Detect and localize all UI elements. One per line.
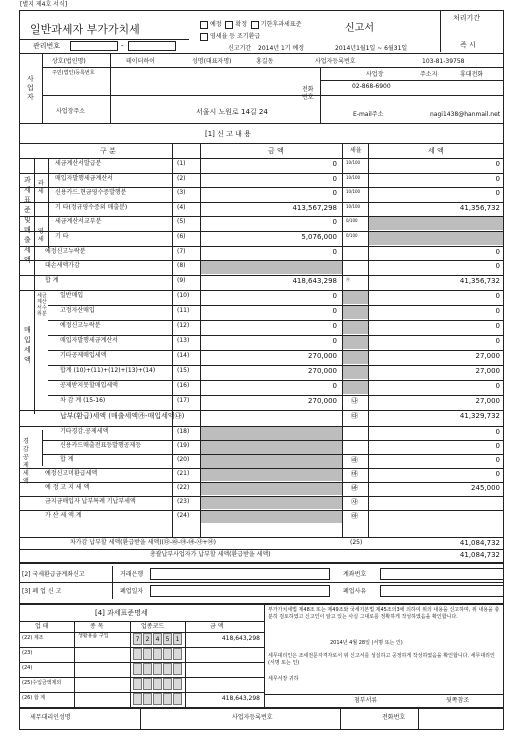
biz-addr-label: 사업장주소 [56,108,85,115]
industry-code-digit[interactable] [143,648,152,660]
total-row-tax: 41,084,732 [459,551,500,559]
tax-std-row-amount: 0 [332,174,337,183]
biz-addr-value: 서울시 노원로 14길 24 [196,108,268,116]
deduction-row-mark: ㉱ [351,456,358,464]
bank-input[interactable] [150,568,330,580]
industry-code-digit[interactable] [163,648,172,660]
purchase-row-label: 공제받지못할매입세액 [60,382,118,389]
purchase-row-amount: 0 [332,292,337,300]
email-label: E-mail주소 [353,111,384,118]
deduction-row-no: (20) [177,456,190,463]
tax-std-row-no: (2) [177,174,186,182]
payable-label: 납부(환급)세액 (매출세액㉮-매입세액㉯) [60,412,185,420]
purchase-row-amount: 0 [332,337,337,345]
zero-sub-label: 영세 [38,228,44,243]
section1-title: [1] 신 고 내 용 [205,130,251,138]
industry-code-digit[interactable] [133,678,142,690]
declaration-text: 부가가치세법 제48조 또는 제49조와 국세기본법 제45조의3에 의하여 위의 내용을 신고하며, 위 내용을 충분히 검토하였고 신고인이 알고 있는 사실 그대로를 정확하게 작성하였음을 확인합니다. [268,607,500,620]
taxbase-row-item: 생활용품 구입 [78,633,109,639]
other-row-label: 가 산 세 액 계 [45,512,82,519]
col-rate-header: 세율 [350,147,362,154]
purchase-row-amount: 0 [332,322,337,330]
processing-value: 즉 시 [460,41,476,49]
industry-code-digit[interactable] [143,663,152,675]
industry-code-digit[interactable] [143,678,152,690]
taxbase-row-amount: 418,643,298 [221,635,260,642]
purchase-row-no: (12) [177,322,190,329]
final-row-no: (25) [350,539,363,546]
tax-std-row-no: (8) [177,262,186,270]
shaded-cell [343,381,368,394]
industry-code-digit[interactable] [173,663,182,675]
report-type-early [200,31,260,41]
purchase-row-no: (13) [177,337,190,344]
purchase-row-label: 합계 (10)+(11)+(12)+(13)+(14) [60,367,156,374]
purchase-row-label: 예정신고누락분 [60,322,101,329]
taxbase-section: [4] 과세표준명세 [95,609,148,617]
tax-std-row-no: (5) [177,218,186,226]
biz-label: 사업장 [366,71,384,78]
acct-input[interactable] [380,568,504,580]
tax-std-row-label: 신용카드.현금영수증발행분 [55,189,127,197]
purchase-row-amount: 270,000 [308,397,337,405]
shaded-cell [369,232,503,245]
checkbox-icon[interactable] [225,21,233,29]
mgmt-no-label: 관리번호 [33,42,61,50]
regno-label: 사업자등록번호 [315,58,356,65]
business-side-label: 사업자 [27,75,34,101]
shaded-cell [201,261,342,274]
email-value: nagi1438@hanmail.net [430,111,501,118]
shaded-cell [369,217,503,230]
declaration-date: 2014년 4월 28일 (서명 또는 인) [330,640,403,646]
tax-std-row-no: (4) [177,203,186,211]
closure-date-label: 폐업일자 [120,588,144,595]
industry-code-digit[interactable]: 2 [143,633,152,645]
tax-std-row-tax: 0 [495,262,500,271]
period-range: 2014년1월1일 ~ 6월31일 [335,45,408,52]
col-amount-header: 금 액 [268,147,284,155]
industry-code-digit[interactable] [173,648,182,660]
tax-std-row-label: 예정신고누락분 [45,247,86,255]
tax-std-row-label: 합 계 [45,276,59,284]
tax-std-row-amount: 418,643,298 [292,276,337,285]
deduction-row-tax: 0 [495,456,500,464]
shaded-cell [201,427,342,440]
taxbase-row-no: (25)수입금액제외 [22,680,62,686]
bank-label: 거래은행 [120,571,144,578]
shaded-cell [343,291,368,304]
industry-code-digit[interactable] [133,663,142,675]
agent-name-label: 세무대리인성명 [30,714,71,721]
other-row-no: (21) [177,470,190,477]
shaded-cell [201,441,342,454]
tax-std-row-rate: 10/100 [346,160,361,165]
purchase-row-amount: 270,000 [308,367,337,375]
purchase-row-amount: 0 [332,307,337,315]
rep-label: 성명(대표자명) [192,58,232,65]
total-row-label: 총괄납부사업자가 납부할 세액(환급받을 세액) [150,551,271,558]
closure-section: [3] 폐 업 신 고 [22,588,62,595]
shaded-cell [343,306,368,319]
other-row-label: 예 정 고 지 세 액 [45,484,90,491]
tax-std-row-rate: 10/100 [346,189,361,195]
tax-std-row-label: 대손세액가감 [45,262,80,270]
industry-code-digit[interactable] [173,693,182,705]
purchase-row-tax: 27,000 [475,367,500,375]
purchase-row-label: 고정자산매입 [60,307,95,314]
checkbox-icon[interactable] [200,21,208,29]
tax-std-row-no: (3) [177,189,186,197]
industry-code-digit[interactable] [163,678,172,690]
mobile-label: 휴대전화 [460,71,484,78]
industry-code-digit[interactable] [153,648,162,660]
form-title: 일반과세자 부가가치세 [30,23,140,36]
tax-std-row-label: 세금계산서발급분 [55,160,102,167]
industry-code-digit[interactable]: 1 [173,633,182,645]
resno-label: 주민(법인)등록번호 [52,70,95,76]
taxbase-item-header: 종 목 [90,623,104,630]
tax-std-row-amount: 413,567,298 [292,203,337,212]
checkbox-icon[interactable] [251,21,259,29]
purchase-row-label: 일반매입 [60,292,84,299]
industry-code-digit[interactable] [133,648,142,660]
period-label: 신고기간 [228,45,252,52]
addr-tel-label: 주소지 [420,71,438,78]
purchase-row-no: (17) [177,397,190,404]
tax-std-row-tax: 41,356,732 [459,203,500,212]
tax-std-row-label: 기 타(정규영수증외 매출분) [55,203,128,211]
payable-mark: ㉰ [351,412,358,420]
other-row-mark: ㉴ [351,498,358,506]
other-row-mark: ㉳ [351,484,358,492]
final-row-label: 차가감 납부할 세액(환급받을 세액)(㉰-㉱-㉲-㉳-㉴+㉵) [70,539,216,546]
purchase-row-no: (11) [177,307,190,314]
shaded-cell [201,497,342,509]
industry-code-digit[interactable] [163,693,172,705]
col-item-header: 구 분 [100,147,116,155]
other-row-mark: ㉵ [351,512,358,520]
tax-std-row-tax: 41,356,732 [459,276,500,285]
purchase-row-tax: 0 [495,322,500,330]
tax-sub-label: 과세 [38,180,44,195]
other-row-no: (23) [177,498,190,505]
closure-reason-input[interactable] [380,585,504,597]
deduction-row-no: (19) [177,442,190,449]
shaded-cell [343,336,368,349]
other-row-label: 금지금매입자 납부특례 기납부세액 [45,498,136,505]
industry-code-digit[interactable] [153,678,162,690]
shaded-cell [201,455,342,468]
shaded-cell [201,511,342,523]
closure-reason-label: 폐업사유 [343,588,367,595]
tax-std-row-tax: 0 [495,247,500,256]
closure-date-input[interactable] [150,585,330,597]
tax-std-row-amount: 0 [332,189,337,198]
deduction-row-label: 합 계 [60,456,74,463]
tax-std-row-label: 매입자발행세금계산서 [55,174,113,182]
purchase-row-tax: 27,000 [475,352,500,360]
invoice-sub-label: 세금계산서수취분 [37,293,47,317]
tax-std-row-no: (1) [177,160,186,167]
taxbase-code-header: 업종코드 [141,623,165,630]
industry-code-digit[interactable] [143,693,152,705]
purchase-row-tax: 0 [495,292,500,300]
attach-label: 첨부서류 [354,697,378,704]
taxbase-row-no: (23) [22,650,33,656]
taxbase-type-header: 업 태 [35,623,49,630]
industry-code-digit[interactable]: 7 [133,633,142,645]
other-row-tax: 0 [495,470,500,478]
purchase-row-tax: 27,000 [475,397,500,405]
tax-std-row-no: (6) [177,233,186,240]
shaded-cell [343,321,368,334]
shaded-cell [343,366,368,379]
purchase-row-label: 기타공제매입세액 [60,352,107,359]
acct-label: 계좌번호 [343,571,367,578]
purchase-row-mark: ㉯ [351,397,358,405]
checkbox-icon[interactable] [200,33,208,41]
industry-code-digit[interactable]: 5 [163,633,172,645]
tax-std-row-tax: 0 [495,189,500,198]
purchase-row-amount: 270,000 [308,352,337,360]
tax-std-row-rate: 10/100 [346,203,361,209]
report-type-final: 확정 [235,21,248,28]
deduction-row-no: (18) [177,428,190,435]
tax-std-row-amount: 0 [332,218,337,227]
other-row-no: (24) [177,512,190,519]
tax-std-row-no: (7) [177,247,186,255]
tax-std-row-amount: 5,076,000 [301,233,337,241]
industry-code-digit[interactable] [153,693,162,705]
col-tax-header: 세 액 [428,147,444,155]
industry-code-digit[interactable] [173,678,182,690]
taxbase-amount-header: 금 액 [210,623,224,630]
purchase-row-no: (14) [177,352,190,359]
final-row-tax: 41,084,732 [459,539,500,547]
form-note: [별지 제4호 서식] [20,1,68,8]
deduction-row-tax: 0 [495,442,500,450]
purchase-row-label: 차 감 계 (15-16) [60,397,106,404]
purchase-row-tax: 0 [495,382,500,390]
phone-label: 전화번호 [302,86,314,101]
tax-std-row-tax: 0 [495,174,500,183]
report-type-early-label: 영세율 등 조기환급 [210,33,261,40]
mgmt-no-field-2[interactable] [128,41,176,51]
tax-std-row-rate: 10/100 [346,174,361,180]
other-row-no: (22) [177,484,190,491]
rep-value: 홍길동 [256,58,274,65]
mgmt-no-field-1[interactable] [70,41,118,51]
mgmt-no-dash: - [121,42,124,50]
taxbase-row-no: (26) 합 계 [22,695,46,701]
report-type-preliminary: 예정 [210,21,222,28]
purchase-row-no: (16) [177,382,190,389]
report-type-options [200,19,301,29]
tax-std-row-rate: 0/100 [346,218,358,224]
report-suffix: 신고서 [345,23,374,34]
tax-std-row-amount: 0 [332,160,337,168]
tax-std-row-rate: 0/100 [346,233,358,238]
attach-value: 뒷쪽참조 [446,697,470,704]
taxbase-row-no: (22) 제조 [22,635,44,641]
shaded-cell [201,483,342,495]
agent-reg-label: 사업자등록번호 [232,714,273,721]
tax-std-row-label: 기 타 [55,233,69,240]
deduction-row-tax: 0 [495,428,500,436]
deduction-side-label: 경감공제세액 [23,438,29,485]
other-row-label: 예정신고미환급세액 [45,470,98,477]
purchase-row-label: 매입자발행세금계산서 [60,337,118,344]
taxbase-row-amount: 418,643,298 [221,695,260,702]
processing-label: 처리기간 [453,14,481,22]
tax-std-row-no: (9) [177,276,186,284]
agent-text: 세무대리인은 조세전문자격자로서 위 신고서를 성실하고 공정하게 작성하였음을 확인합니다. 세무대리인 (서명 또는 인) [268,653,495,666]
tax-std-side-label: 과세표준및매출세액 [24,176,31,264]
purchase-side-label: 매입세액 [24,326,31,364]
phone-value: 02-868-6900 [352,83,391,90]
shaded-cell [343,351,368,364]
tax-std-row-tax: 0 [495,160,500,168]
name-label: 상호(법인명) [52,58,86,65]
report-type-late: 기한후과세표준 [260,21,302,28]
period-value: 2014년 1기 예정 [258,45,305,52]
purchase-row-tax: 0 [495,307,500,315]
industry-code-digit[interactable] [153,663,162,675]
shaded-cell [201,469,342,481]
refund-section: [2] 국세환급금계좌신고 [22,571,85,578]
purchase-row-tax: 0 [495,337,500,345]
purchase-row-no: (10) [177,292,190,299]
industry-code-digit[interactable] [163,663,172,675]
industry-code-digit[interactable]: 4 [153,633,162,645]
other-row-tax: 245,000 [471,484,500,492]
tax-std-row-rate: ㉮ [346,276,350,282]
deduction-row-label: 기타경감.공제세액 [60,428,109,435]
purchase-row-amount: 0 [332,382,337,390]
agent-phone-label: 전화번호 [382,714,406,721]
industry-code-digit[interactable] [133,693,142,705]
office-text: 세무서장 귀하 [268,676,299,682]
tax-std-row-label: 세금계산서교부분 [55,218,102,226]
name-value: 테이터하이 [126,58,155,65]
taxbase-row-no: (24) [22,665,33,671]
other-row-mark: ㉲ [351,470,358,478]
payable-tax: 41,329,732 [459,412,500,420]
purchase-row-no: (15) [177,367,190,374]
deduction-row-label: 신용카드매출전표등발행공제등 [60,442,142,449]
tax-std-row-amount: 0 [332,247,337,256]
regno-value: 103-81-39758 [422,58,465,65]
